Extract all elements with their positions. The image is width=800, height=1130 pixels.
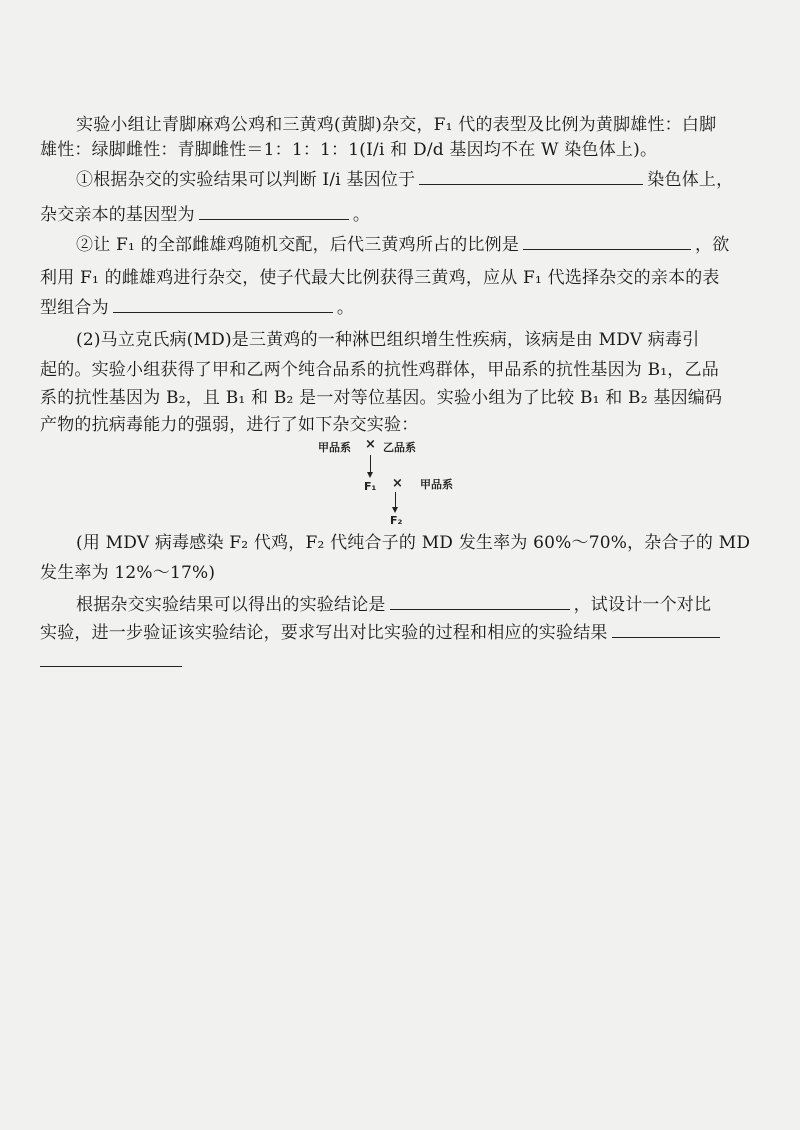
paragraph-4-line-3	[40, 652, 186, 672]
answer-blank-2[interactable]	[199, 205, 349, 220]
paragraph-4-line-2	[40, 623, 724, 643]
paragraph-1-line-2: 雄性：绿脚雌性：青脚雌性＝1：1：1：1(I/i 和 D/d 基因均不在 W 染色体上)。	[40, 140, 658, 160]
paragraph-1-line-1: 实验小组让青脚麻鸡公鸡和三黄鸡(黄脚)杂交，F₁ 代的表型及比例为黄脚雄性：白脚	[76, 115, 717, 135]
arrow-line-1	[370, 455, 371, 473]
f2-label: F₂	[390, 514, 403, 527]
paragraph-2-line-3: 系的抗性基因为 B₂，且 B₁ 和 B₂ 是一对等位基因。实验小组为了比较 B₁ 和 B₂ 基因编码	[40, 388, 723, 408]
answer-blank-3[interactable]	[523, 235, 691, 250]
paragraph-3-line-2: 发生率为 12%～17%)	[40, 563, 216, 583]
answer-blank-1[interactable]	[419, 170, 643, 185]
question-1-text-d: 。	[352, 205, 371, 225]
question-2-line-2: 利用 F₁ 的雌雄鸡进行杂交，使子代最大比例获得三黄鸡，应从 F₁ 代选择杂交的亲本的表	[40, 268, 720, 288]
paragraph-4-text-a: 根据杂交实验结果可以得出的实验结论是	[76, 595, 386, 615]
question-2-text-b: ，欲	[695, 235, 730, 255]
parent-b-label: 乙品系	[383, 441, 416, 454]
question-1-line-1	[76, 170, 733, 190]
paragraph-4-line-1	[76, 595, 711, 615]
question-1-text-b: 染色体上，	[647, 170, 734, 190]
paragraph-2-line-4: 产物的抗病毒能力的强弱，进行了如下杂交实验：	[40, 415, 419, 435]
paragraph-3-line-1: (用 MDV 病毒感染 F₂ 代鸡，F₂ 代纯合子的 MD 发生率为 60%～70%，杂合子的 MD	[76, 533, 751, 553]
question-2-line-1	[76, 235, 729, 255]
paragraph-4-text-c: 实验，进一步验证该实验结论，要求写出对比实验的过程和相应的实验结果	[40, 623, 608, 643]
answer-blank-4[interactable]	[113, 298, 333, 313]
arrow-line-2	[395, 492, 396, 508]
paragraph-2-line-1: (2)马立克氏病(MD)是三黄鸡的一种淋巴组织增生性疾病，该病是由 MDV 病毒引	[76, 330, 700, 350]
paragraph-2-line-2: 起的。实验小组获得了甲和乙两个纯合品系的抗性鸡群体，甲品系的抗性基因为 B₁，乙品	[40, 360, 719, 380]
question-1-text-c: 杂交亲本的基因型为	[40, 205, 195, 225]
answer-blank-5[interactable]	[390, 595, 570, 610]
parent-a-label: 甲品系	[318, 441, 351, 454]
arrow-head-2	[392, 507, 398, 513]
question-2-text-d: 。	[336, 298, 355, 318]
answer-blank-7[interactable]	[40, 652, 182, 667]
answer-blank-6[interactable]	[612, 623, 720, 638]
question-2-text-c: 型组合为	[40, 298, 109, 318]
question-2-line-3	[40, 298, 354, 318]
f1-label: F₁	[364, 480, 377, 493]
cross-symbol-2: ×	[392, 476, 403, 491]
cross-symbol-1: ×	[365, 437, 376, 452]
arrow-head-1	[367, 472, 373, 478]
paragraph-4-text-b: ，试设计一个对比	[573, 595, 712, 615]
question-1-line-2	[40, 205, 370, 225]
question-2-text-a: ②让 F₁ 的全部雌雄鸡随机交配，后代三黄鸡所占的比例是	[76, 235, 520, 255]
question-1-text-a: ①根据杂交的实验结果可以判断 I/i 基因位于	[76, 170, 416, 190]
parent-c-label: 甲品系	[420, 478, 453, 491]
